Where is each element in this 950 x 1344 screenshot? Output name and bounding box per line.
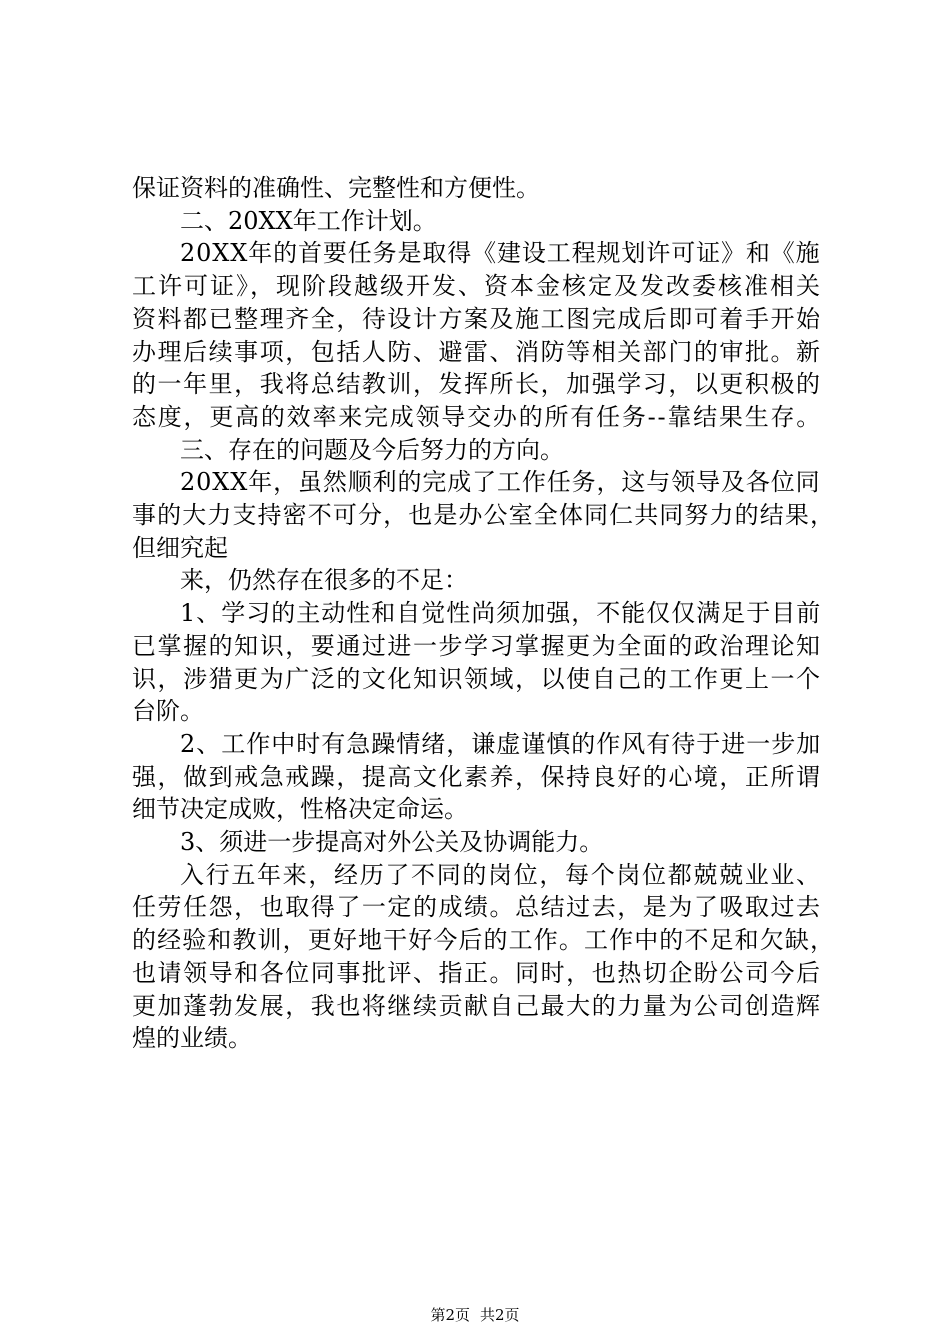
text-line: 但细究起 (132, 534, 228, 562)
text-line: 办理后续事项，包括人防、避雷、消防等相关部门的审批。新 (132, 338, 822, 366)
text-line: 20XX年，虽然顺利的完成了工作任务，这与领导及各位同 (180, 468, 821, 496)
text-line: 强，做到戒急戒躁，提高文化素养，保持良好的心境，正所谓 (132, 763, 822, 791)
text-line: 20XX年的首要任务是取得《建设工程规划许可证》和《施 (180, 239, 821, 267)
text-line: 更加蓬勃发展，我也将继续贡献自己最大的力量为公司创造辉 (132, 992, 822, 1020)
text-line: 2、工作中时有急躁情绪，谦虚谨慎的作风有待于进一步加 (180, 730, 822, 758)
page-total: 共2页 (480, 1306, 520, 1324)
text-line: 工许可证》，现阶段越级开发、资本金核定及发改委核准相关 (132, 272, 822, 300)
text-line: 1、学习的主动性和自觉性尚须加强，不能仅仅满足于目前 (180, 599, 822, 627)
text-line: 的经验和教训，更好地干好今后的工作。工作中的不足和欠缺， (132, 926, 836, 954)
text-line: 事的大力支持密不可分，也是办公室全体同仁共同努力的结果， (132, 501, 836, 529)
text-line: 二、20XX年工作计划。 (180, 207, 437, 235)
text-line: 也请领导和各位同事批评、指正。同时，也热切企盼公司今后 (132, 959, 822, 987)
text-line: 来，仍然存在很多的不足： (180, 566, 468, 594)
text-line: 资料都已整理齐全，待设计方案及施工图完成后即可着手开始 (132, 305, 822, 333)
text-line: 三、存在的问题及今后努力的方向。 (180, 436, 564, 464)
text-line: 识，涉猎更为广泛的文化知识领域，以使自己的工作更上一个 (132, 665, 822, 693)
page-footer (0, 1305, 950, 1325)
text-line: 保证资料的准确性、完整性和方便性。 (132, 174, 540, 202)
text-line: 任劳任怨，也取得了一定的成绩。总结过去，是为了吸取过去 (132, 893, 822, 921)
text-line: 煌的业绩。 (132, 1024, 252, 1052)
text-line: 台阶。 (132, 697, 204, 725)
text-line: 入行五年来，经历了不同的岗位，每个岗位都兢兢业业、 (180, 861, 822, 889)
text-line: 细节决定成败，性格决定命运。 (132, 795, 468, 823)
text-line: 的一年里，我将总结教训，发挥所长，加强学习，以更积极的 (132, 370, 822, 398)
text-line: 已掌握的知识，要通过进一步学习掌握更为全面的政治理论知 (132, 632, 822, 660)
page-number: 第2页 (430, 1306, 470, 1324)
text-line: 态度，更高的效率来完成领导交办的所有任务--靠结果生存。 (132, 403, 823, 431)
text-line: 3、须进一步提高对外公关及协调能力。 (180, 828, 604, 856)
